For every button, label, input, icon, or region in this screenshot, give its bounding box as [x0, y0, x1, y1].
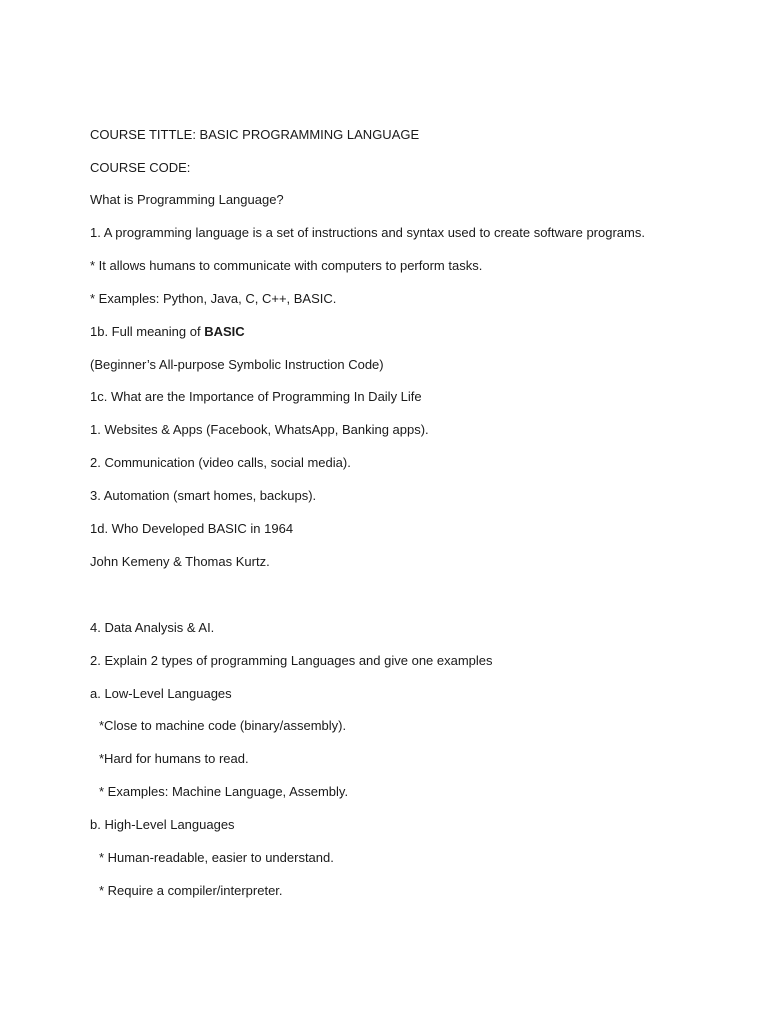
- developer-heading: 1d. Who Developed BASIC in 1964: [90, 521, 294, 536]
- point-communicate: * It allows humans to communicate with computers to perform tasks.: [90, 258, 483, 273]
- low-level-item: *Hard for humans to read.: [99, 751, 249, 766]
- high-level-item: * Require a compiler/interpreter.: [99, 883, 283, 898]
- basic-meaning: (Beginner’s All-purpose Symbolic Instruction Code): [90, 357, 384, 372]
- types-heading: 2. Explain 2 types of programming Languages and give one examples: [90, 653, 493, 668]
- course-code: COURSE CODE:: [90, 160, 191, 175]
- point-examples: * Examples: Python, Java, C, C++, BASIC.: [90, 291, 337, 306]
- importance-item: 1. Websites & Apps (Facebook, WhatsApp, Banking apps).: [90, 422, 429, 437]
- course-title: COURSE TITTLE: BASIC PROGRAMMING LANGUAGE: [90, 127, 420, 142]
- high-level-heading: b. High-Level Languages: [90, 817, 235, 832]
- basic-heading-bold: BASIC: [204, 324, 245, 339]
- question-heading: What is Programming Language?: [90, 192, 284, 207]
- high-level-item: * Human-readable, easier to understand.: [99, 850, 334, 865]
- data-analysis-item: 4. Data Analysis & AI.: [90, 620, 215, 635]
- importance-item: 3. Automation (smart homes, backups).: [90, 488, 317, 503]
- importance-heading: 1c. What are the Importance of Programming In Daily Life: [90, 389, 422, 404]
- basic-heading: [90, 324, 245, 340]
- basic-heading-prefix: 1b. Full meaning of: [90, 324, 205, 339]
- importance-item: 2. Communication (video calls, social media).: [90, 455, 351, 470]
- definition-text: 1. A programming language is a set of instructions and syntax used to create software programs.: [90, 225, 645, 240]
- low-level-item: *Close to machine code (binary/assembly).: [99, 718, 347, 733]
- low-level-item: * Examples: Machine Language, Assembly.: [99, 784, 349, 799]
- developers-text: John Kemeny & Thomas Kurtz.: [90, 554, 270, 569]
- low-level-heading: a. Low-Level Languages: [90, 686, 232, 701]
